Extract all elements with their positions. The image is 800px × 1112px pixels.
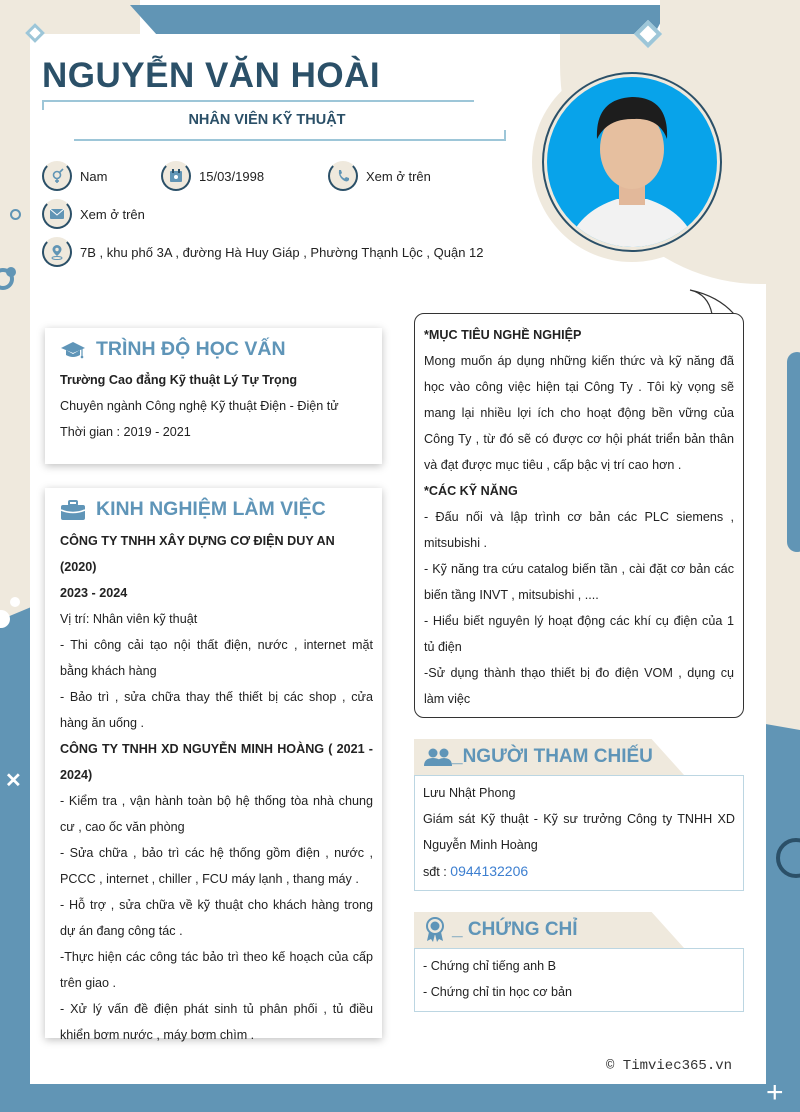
job-title: NHÂN VIÊN KỸ THUẬT (188, 112, 346, 128)
skill-item: -Sử dụng thành thạo thiết bị đo điện VOM , dụng cụ làm việc (424, 666, 734, 706)
certificate-item: - Chứng chỉ tiếng anh B (423, 959, 557, 973)
reference-phone-link[interactable]: 0944132206 (450, 863, 529, 879)
skill-item: - Đấu nối và lập trình cơ bản các PLC siemens , mitsubishi . (424, 510, 734, 550)
education-major: Chuyên ngành Công nghệ Kỹ thuật Điện - Điện tử (60, 399, 339, 413)
reference-role: Giám sát Kỹ thuật - Kỹ sư trưởng Công ty TNHH XD Nguyễn Minh Hoàng (423, 812, 735, 852)
email-value: Xem ở trên (80, 206, 145, 222)
job-task: - Kiểm tra , vận hành toàn bộ hệ thống tòa nhà chung cư , cao ốc văn phòng (60, 794, 373, 834)
circle-decoration (10, 209, 21, 220)
job-task: - Sửa chữa , bảo trì các hệ thống gồm điện , nước , PCCC , internet , chiller , FCU máy lạnh , thang máy . (60, 846, 373, 886)
background-blue-right-pill (787, 352, 800, 552)
experience-card (45, 488, 382, 1042)
education-title: TRÌNH ĐỘ HỌC VẤN (96, 338, 286, 360)
contact-phone (328, 161, 431, 191)
contact-gender (42, 161, 107, 191)
job-task: - Hỗ trợ , sửa chữa về kỹ thuật cho khách hàng trong dự án đang công tác . (60, 898, 373, 938)
education-period: Thời gian : 2019 - 2021 (60, 425, 191, 439)
certificates-title: _ CHỨNG CHỈ (452, 919, 578, 940)
skills-title: *CÁC KỸ NĂNG (424, 484, 518, 498)
references-box (414, 775, 744, 891)
divider-line (42, 100, 44, 110)
job-company: CÔNG TY TNHH XD NGUYỄN MINH HOÀNG ( 2021 - 2024) (60, 742, 373, 782)
award-icon (424, 917, 446, 943)
references-heading (414, 739, 684, 775)
graduation-cap-icon (60, 340, 86, 360)
copyright-footer: © Timviec365.vn (606, 1058, 733, 1074)
skill-item: - Kỹ năng tra cứu catalog biến tần , cài đặt cơ bản các biến tầng INVT , mitsubishi , .... (424, 562, 734, 602)
divider-line (504, 130, 506, 141)
person-silhouette-icon (547, 77, 717, 247)
plus-decoration: + (766, 1076, 784, 1109)
experience-heading (60, 498, 373, 521)
reference-phone-line (423, 858, 735, 885)
contact-birthday (161, 161, 264, 191)
reference-phone-label: sđt : (423, 865, 451, 879)
skill-item: - Hiểu biết nguyên lý hoạt động các khí cụ điện của 1 tủ điện (424, 614, 734, 654)
dot-decoration (6, 267, 16, 277)
job-task: -Thực hiện các công tác bảo trì theo kế hoạch của cấp trên giao . (60, 950, 373, 990)
contact-address (42, 237, 484, 267)
job-period: 2023 - 2024 (60, 586, 128, 600)
address-value: 7B , khu phố 3A , đường Hà Huy Giáp , Phường Thạnh Lộc , Quận 12 (80, 244, 484, 260)
gender-icon (42, 161, 72, 191)
experience-title: KINH NGHIỆM LÀM VIỆC (96, 498, 326, 520)
references-title: _NGƯỜI THAM CHIẾU (452, 746, 653, 767)
job-task: - Bảo trì , sửa chữa thay thế thiết bị các shop , cửa hàng ăn uống . (60, 690, 373, 730)
education-heading (60, 338, 367, 361)
objective-title: *MỤC TIÊU NGHỀ NGHIỆP (424, 328, 582, 342)
gender-value: Nam (80, 168, 108, 184)
certificate-item: - Chứng chỉ tin học cơ bản (423, 985, 572, 999)
email-icon (42, 199, 72, 229)
candidate-name: NGUYỄN VĂN HOÀI (42, 56, 381, 95)
users-icon (424, 747, 452, 767)
phone-icon (328, 161, 358, 191)
job-company: CÔNG TY TNHH XÂY DỰNG CƠ ĐIỆN DUY AN (2020) (60, 534, 335, 574)
certificates-box (414, 948, 744, 1012)
avatar-photo (547, 77, 717, 247)
birthday-value: 15/03/1998 (199, 168, 265, 184)
certificates-heading (414, 912, 684, 948)
calendar-icon (161, 161, 191, 191)
objective-text: Mong muốn áp dụng những kiến thức và kỹ năng đã học vào công việc hiện tại Công Ty . Tôi kỳ vọng sẽ mang lại nhiều lợi ích cho hoạt động bền vững của Công Ty , từ đó sẽ có được cơ hội phát triển bản thân và đạt được mục tiêu , cấp bậc vị trí cao hơn . (424, 354, 734, 472)
dot-decoration (10, 597, 20, 607)
divider-line (42, 100, 474, 102)
contact-email (42, 199, 145, 229)
reference-name: Lưu Nhật Phong (423, 786, 516, 800)
education-school: Trường Cao đẳng Kỹ thuật Lý Tự Trọng (60, 373, 298, 387)
location-icon (42, 237, 72, 267)
job-position: Vị trí: Nhân viên kỹ thuật (60, 612, 198, 626)
background-blue-top-band (130, 5, 670, 35)
phone-value: Xem ở trên (366, 168, 431, 184)
briefcase-icon (60, 499, 86, 521)
objective-skills-box (414, 313, 744, 718)
education-card (45, 328, 382, 464)
divider-line (74, 139, 506, 141)
x-decoration: ✕ (5, 770, 22, 792)
job-task: - Thi công cải tạo nội thất điện, nước , internet mặt bằng khách hàng (60, 638, 373, 678)
job-task: - Xử lý vấn đề điện phát sinh tủ phân phối , tủ điều khiển bơm nước , máy bơm chìm . (60, 1002, 373, 1042)
